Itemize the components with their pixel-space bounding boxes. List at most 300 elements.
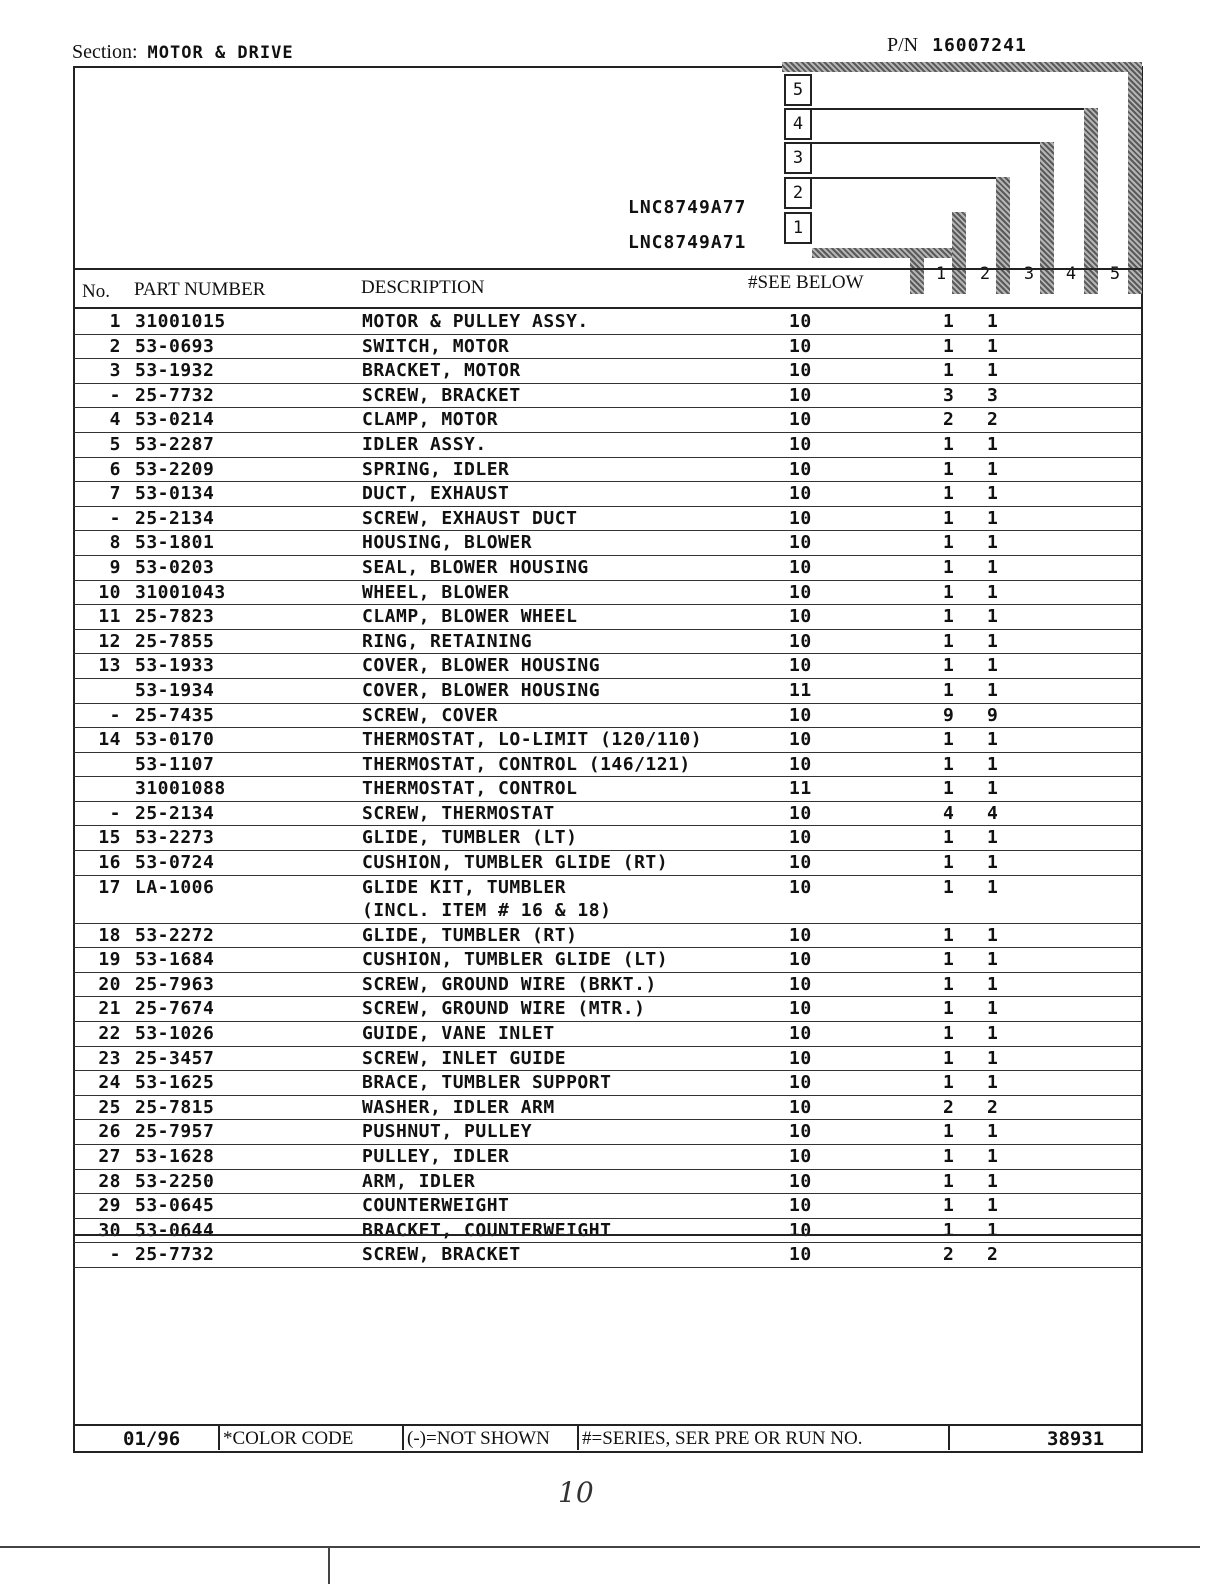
row-description: RING, RETAINING [362,630,533,652]
row-number: 21 [98,998,121,1020]
row-part-number: 53-0645 [135,1195,215,1217]
table-row [73,851,1143,876]
row-part-number: 25-7957 [135,1121,215,1143]
row-see-below: 10 [789,458,812,480]
row-qty-1: 3 [943,384,955,406]
row-qty-2: 1 [987,1170,999,1192]
row-qty-1: 1 [943,827,955,849]
row-description: THERMOSTAT, LO-LIMIT (120/110) [362,729,703,751]
row-see-below: 10 [789,1244,812,1266]
row-qty-1: 1 [943,1023,955,1045]
table-row [73,1071,1143,1096]
footer-divider [948,1426,950,1450]
row-description: WHEEL, BLOWER [362,581,510,603]
table-row [73,507,1143,532]
table-row [73,581,1143,606]
table-row [73,1170,1143,1195]
row-part-number: 53-1107 [135,753,215,775]
table-row [73,433,1143,458]
row-number: 10 [98,581,121,603]
col-head-no: No. [82,281,110,302]
row-number: - [109,384,121,406]
qty-col-left-bar [910,258,924,294]
row-part-number: LA-1006 [135,876,215,898]
row-part-number: 53-1625 [135,1072,215,1094]
footer-divider [218,1426,220,1450]
row-qty-1: 1 [943,973,955,995]
row-qty-2: 1 [987,581,999,603]
row-part-number: 53-1684 [135,949,215,971]
row-part-number: 25-7435 [135,704,215,726]
table-row [73,335,1143,360]
row-qty-1: 1 [943,360,955,382]
row-see-below: 10 [789,827,812,849]
row-number: 30 [98,1219,121,1241]
handwritten-page-number: 10 [558,1476,594,1509]
table-row [73,728,1143,753]
col-head-part-number: PART NUMBER [134,279,266,300]
row-part-number: 53-2287 [135,433,215,455]
row-qty-2: 1 [987,311,999,332]
row-number: 4 [109,409,121,431]
table-row [73,1096,1143,1121]
row-qty-2: 9 [987,704,999,726]
row-see-below: 10 [789,384,812,406]
row-see-below: 10 [789,606,812,628]
row-part-number: 53-2273 [135,827,215,849]
row-qty-2: 1 [987,1072,999,1094]
row-qty-2: 1 [987,360,999,382]
table-row [73,1219,1143,1244]
table-row [73,802,1143,827]
row-description: SWITCH, MOTOR [362,335,510,357]
row-qty-1: 1 [943,311,955,332]
row-description: HOUSING, BLOWER [362,532,533,554]
row-description-note: (INCL. ITEM # 16 & 18) [362,899,612,921]
row-see-below: 10 [789,753,812,775]
row-qty-2: 1 [987,507,999,529]
table-row [73,654,1143,679]
row-description: IDLER ASSY. [362,433,487,455]
row-part-number: 53-0214 [135,409,215,431]
row-number: 28 [98,1170,121,1192]
row-see-below: 11 [789,778,812,800]
row-see-below: 10 [789,1121,812,1143]
row-qty-2: 1 [987,483,999,505]
row-number: 2 [109,335,121,357]
row-number: 23 [98,1047,121,1069]
row-number: 25 [98,1096,121,1118]
row-part-number: 31001015 [135,311,226,332]
qty-col-1: 1 [930,260,952,290]
row-qty-2: 1 [987,630,999,652]
header-bottom-rule [73,307,1143,309]
section-label: Section: [72,41,138,63]
level-4-drop [1084,108,1098,294]
row-number: 15 [98,827,121,849]
row-qty-1: 1 [943,655,955,677]
row-qty-1: 1 [943,630,955,652]
model-number-1: LNC8749A71 [628,232,747,253]
row-part-number: 25-7674 [135,998,215,1020]
table-row [73,458,1143,483]
row-qty-1: 1 [943,924,955,946]
row-see-below: 10 [789,852,812,874]
row-qty-2: 1 [987,1047,999,1069]
table-row [73,359,1143,384]
table-row [73,408,1143,433]
row-qty-2: 1 [987,729,999,751]
row-qty-1: 1 [943,433,955,455]
footer-divider [402,1426,404,1450]
footer-date: 01/96 [123,1428,181,1450]
footer-bar [73,1426,1143,1453]
row-qty-1: 1 [943,998,955,1020]
row-qty-2: 1 [987,1023,999,1045]
row-qty-2: 3 [987,384,999,406]
row-part-number: 25-7855 [135,630,215,652]
row-qty-1: 1 [943,1170,955,1192]
row-qty-2: 1 [987,433,999,455]
row-see-below: 10 [789,973,812,995]
row-description: SEAL, BLOWER HOUSING [362,556,589,578]
row-part-number: 53-1801 [135,532,215,554]
row-number: 29 [98,1195,121,1217]
row-qty-1: 1 [943,458,955,480]
row-part-number: 25-2134 [135,802,215,824]
row-qty-1: 4 [943,802,955,824]
table-row [73,1194,1143,1219]
col-head-see-below: #SEE BELOW [748,272,864,293]
row-description: SCREW, GROUND WIRE (MTR.) [362,998,646,1020]
row-part-number: 25-3457 [135,1047,215,1069]
row-part-number: 25-7732 [135,384,215,406]
row-qty-1: 2 [943,1244,955,1266]
row-number: 16 [98,852,121,874]
row-qty-1: 9 [943,704,955,726]
row-qty-2: 1 [987,852,999,874]
table-row [73,997,1143,1022]
row-qty-1: 1 [943,876,955,898]
table-row [73,556,1143,581]
row-part-number: 53-2209 [135,458,215,480]
row-qty-1: 2 [943,409,955,431]
row-part-number: 25-2134 [135,507,215,529]
row-see-below: 10 [789,1023,812,1045]
level-box-4: 4 [784,108,812,140]
row-qty-2: 1 [987,458,999,480]
table-row [73,1120,1143,1145]
table-row [73,630,1143,655]
row-number: 26 [98,1121,121,1143]
row-description: COUNTERWEIGHT [362,1195,510,1217]
row-description: CUSHION, TUMBLER GLIDE (LT) [362,949,669,971]
row-qty-2: 2 [987,409,999,431]
row-number: 13 [98,655,121,677]
row-number: 18 [98,924,121,946]
table-row [73,1145,1143,1170]
row-see-below: 10 [789,483,812,505]
row-part-number: 25-7815 [135,1096,215,1118]
row-see-below: 10 [789,630,812,652]
row-description: ARM, IDLER [362,1170,476,1192]
row-see-below: 10 [789,1072,812,1094]
row-qty-1: 1 [943,753,955,775]
row-description: GLIDE KIT, TUMBLER [362,876,567,898]
row-number: 6 [109,458,121,480]
row-description: SCREW, COVER [362,704,499,726]
row-qty-2: 1 [987,998,999,1020]
table-row [73,948,1143,973]
bottom-rule [0,1546,1200,1548]
row-qty-2: 1 [987,556,999,578]
row-description: BRACKET, COUNTERWEIGHT [362,1219,612,1241]
row-description: GLIDE, TUMBLER (LT) [362,827,578,849]
row-see-below: 10 [789,1219,812,1241]
table-row [73,973,1143,998]
row-qty-2: 1 [987,876,999,898]
row-number: 20 [98,973,121,995]
row-see-below: 10 [789,729,812,751]
bottom-tick [328,1546,330,1584]
level-5-bar [782,62,1142,72]
table-row [73,482,1143,507]
row-part-number: 53-1026 [135,1023,215,1045]
level-4-line [812,108,1084,110]
row-qty-2: 1 [987,1219,999,1241]
row-qty-2: 4 [987,802,999,824]
row-qty-1: 1 [943,729,955,751]
header-top-rule [73,268,1143,270]
row-part-number: 31001088 [135,778,226,800]
row-part-number: 53-1933 [135,655,215,677]
row-description: WASHER, IDLER ARM [362,1096,555,1118]
qty-col-5: 5 [1104,260,1126,290]
row-see-below: 10 [789,1170,812,1192]
row-qty-1: 1 [943,483,955,505]
col-head-description: DESCRIPTION [361,277,485,298]
row-description: DUCT, EXHAUST [362,483,510,505]
row-number: 11 [98,606,121,628]
row-description: SCREW, EXHAUST DUCT [362,507,578,529]
row-number: 27 [98,1146,121,1167]
row-qty-2: 1 [987,827,999,849]
row-description: GUIDE, VANE INLET [362,1023,555,1045]
row-part-number: 25-7963 [135,973,215,995]
row-part-number: 53-0134 [135,483,215,505]
row-qty-1: 1 [943,679,955,701]
level-1-drop [952,212,966,294]
table-row [73,605,1143,630]
row-qty-1: 1 [943,581,955,603]
row-see-below: 10 [789,581,812,603]
row-see-below: 10 [789,802,812,824]
level-2-drop [996,177,1010,294]
row-part-number: 53-2250 [135,1170,215,1192]
level-2-line [812,177,996,179]
level-1-bar [812,248,952,258]
row-description: CLAMP, MOTOR [362,409,499,431]
row-part-number: 53-1628 [135,1146,215,1167]
row-qty-2: 1 [987,532,999,554]
row-part-number: 25-7823 [135,606,215,628]
level-3-drop [1040,142,1054,294]
row-part-number: 53-0724 [135,852,215,874]
row-qty-1: 1 [943,556,955,578]
level-box-5: 5 [784,74,812,106]
table-row [73,384,1143,409]
row-part-number: 53-0170 [135,729,215,751]
row-qty-2: 1 [987,949,999,971]
row-qty-2: 1 [987,924,999,946]
row-qty-2: 1 [987,973,999,995]
row-qty-2: 2 [987,1096,999,1118]
row-see-below: 10 [789,335,812,357]
footer-divider [577,1426,579,1450]
row-see-below: 10 [789,507,812,529]
section-header [72,41,294,64]
table-row [73,1047,1143,1072]
level-5-drop [1128,62,1142,294]
row-number: - [109,507,121,529]
row-description: CUSHION, TUMBLER GLIDE (RT) [362,852,669,874]
row-see-below: 10 [789,1047,812,1069]
row-qty-2: 1 [987,1146,999,1167]
row-part-number: 25-7732 [135,1244,215,1266]
row-see-below: 11 [789,679,812,701]
row-number: 22 [98,1023,121,1045]
row-qty-1: 1 [943,1195,955,1217]
row-description: MOTOR & PULLEY ASSY. [362,311,589,332]
row-description: SCREW, THERMOSTAT [362,802,555,824]
table-row [73,679,1143,704]
row-description: SCREW, GROUND WIRE (BRKT.) [362,973,657,995]
qty-col-3: 3 [1018,260,1040,290]
row-description: COVER, BLOWER HOUSING [362,655,601,677]
row-description: GLIDE, TUMBLER (RT) [362,924,578,946]
pn-label: P/N [887,34,919,56]
row-qty-1: 2 [943,1096,955,1118]
row-description: PULLEY, IDLER [362,1146,510,1167]
row-qty-1: 1 [943,606,955,628]
row-see-below: 10 [789,556,812,578]
row-number: 5 [109,433,121,455]
row-description: BRACKET, MOTOR [362,360,521,382]
row-see-below: 10 [789,949,812,971]
row-description: THERMOSTAT, CONTROL [362,778,578,800]
row-see-below: 10 [789,409,812,431]
row-number: 9 [109,556,121,578]
footer-series: #=SERIES, SER PRE OR RUN NO. [582,1428,863,1449]
row-number: 24 [98,1072,121,1094]
row-see-below: 10 [789,998,812,1020]
row-qty-2: 1 [987,753,999,775]
row-description: PUSHNUT, PULLEY [362,1121,533,1143]
row-see-below: 10 [789,655,812,677]
row-number: 8 [109,532,121,554]
row-description: SPRING, IDLER [362,458,510,480]
row-description: COVER, BLOWER HOUSING [362,679,601,701]
row-description: SCREW, BRACKET [362,384,521,406]
row-see-below: 10 [789,532,812,554]
row-qty-1: 1 [943,532,955,554]
row-see-below: 10 [789,1195,812,1217]
row-part-number: 53-0203 [135,556,215,578]
row-see-below: 10 [789,1096,812,1118]
row-qty-1: 1 [943,949,955,971]
row-see-below: 10 [789,876,812,898]
row-part-number: 53-1932 [135,360,215,382]
row-description: SCREW, BRACKET [362,1244,521,1266]
parts-table [73,310,1143,1268]
row-see-below: 10 [789,360,812,382]
row-description: CLAMP, BLOWER WHEEL [362,606,578,628]
table-row [73,1022,1143,1047]
row-qty-2: 1 [987,1195,999,1217]
table-row [73,826,1143,851]
row-part-number: 53-1934 [135,679,215,701]
row-number: - [109,802,121,824]
row-see-below: 10 [789,433,812,455]
row-number: 7 [109,483,121,505]
table-row [73,777,1143,802]
row-qty-1: 1 [943,1047,955,1069]
row-number: 19 [98,949,121,971]
row-qty-2: 1 [987,606,999,628]
row-qty-2: 1 [987,335,999,357]
row-qty-1: 1 [943,852,955,874]
row-qty-1: 1 [943,1072,955,1094]
row-see-below: 10 [789,311,812,332]
row-qty-1: 1 [943,335,955,357]
row-qty-2: 1 [987,1121,999,1143]
level-box-1: 1 [784,212,812,244]
row-qty-1: 1 [943,507,955,529]
section-value: MOTOR & DRIVE [147,43,294,63]
row-qty-2: 1 [987,679,999,701]
table-row [73,531,1143,556]
level-box-2: 2 [784,177,812,209]
row-number: - [109,704,121,726]
table-end-rule [73,1234,1143,1236]
row-see-below: 10 [789,704,812,726]
table-row [73,924,1143,949]
row-number: 12 [98,630,121,652]
row-description: SCREW, INLET GUIDE [362,1047,567,1069]
table-row [73,1243,1143,1268]
row-qty-2: 1 [987,778,999,800]
pn-value: 16007241 [932,35,1027,56]
row-see-below: 10 [789,1146,812,1167]
row-part-number: 53-2272 [135,924,215,946]
row-part-number: 53-0693 [135,335,215,357]
level-box-3: 3 [784,142,812,174]
row-number: - [109,1244,121,1266]
level-3-line [812,142,1040,144]
row-number: 14 [98,729,121,751]
footer-top-rule [73,1424,1143,1426]
row-see-below: 10 [789,924,812,946]
row-part-number: 31001043 [135,581,226,603]
footer-doc-number: 38931 [1047,1428,1105,1450]
row-qty-1: 1 [943,1146,955,1167]
row-number: 1 [109,311,121,332]
row-description: BRACE, TUMBLER SUPPORT [362,1072,612,1094]
part-number-header [887,34,1027,57]
row-qty-1: 1 [943,1121,955,1143]
row-qty-2: 1 [987,655,999,677]
row-description: THERMOSTAT, CONTROL (146/121) [362,753,691,775]
